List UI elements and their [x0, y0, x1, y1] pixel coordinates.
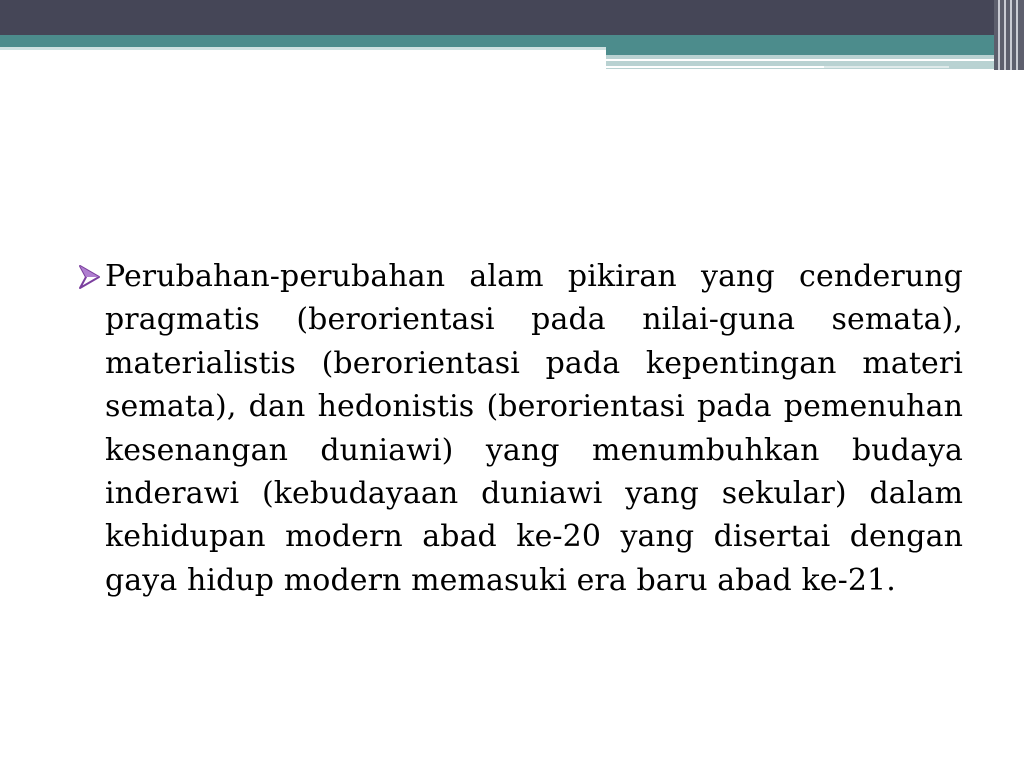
header-stripe-line: [606, 66, 824, 68]
vertical-stripe: [1010, 0, 1012, 70]
header-vertical-stripes: [994, 0, 1024, 70]
vertical-stripe: [998, 0, 1000, 70]
header-stripe-line: [824, 66, 949, 68]
arrow-bullet-icon: [77, 264, 103, 290]
vertical-stripe: [1004, 0, 1006, 70]
header-stripe-line: [606, 59, 994, 61]
bullet-text: Perubahan-perubahan alam pikiran yang cenderung pragmatis (berorientasi pada nilai-guna semata), materialistis (berorientasi pada kepentingan materi semata), dan hedonistis (berorientasi pada pemenuhan kesenangan duniawi) yang menumbuhkan budaya inderawi (kebudayaan duniawi yang sekular) dalam kehidupan modern abad ke-20 yang disertai dengan gaya hidup modern memasuki era baru abad ke-21.: [105, 259, 963, 598]
bullet-paragraph: [105, 255, 963, 602]
header-teal-band-highlight: [0, 47, 606, 50]
content-area: [105, 255, 963, 602]
header-teal-tab: [606, 47, 994, 55]
header-dark-bar: [0, 0, 1024, 35]
vertical-stripe: [1016, 0, 1018, 70]
header-teal-band: [0, 35, 995, 47]
